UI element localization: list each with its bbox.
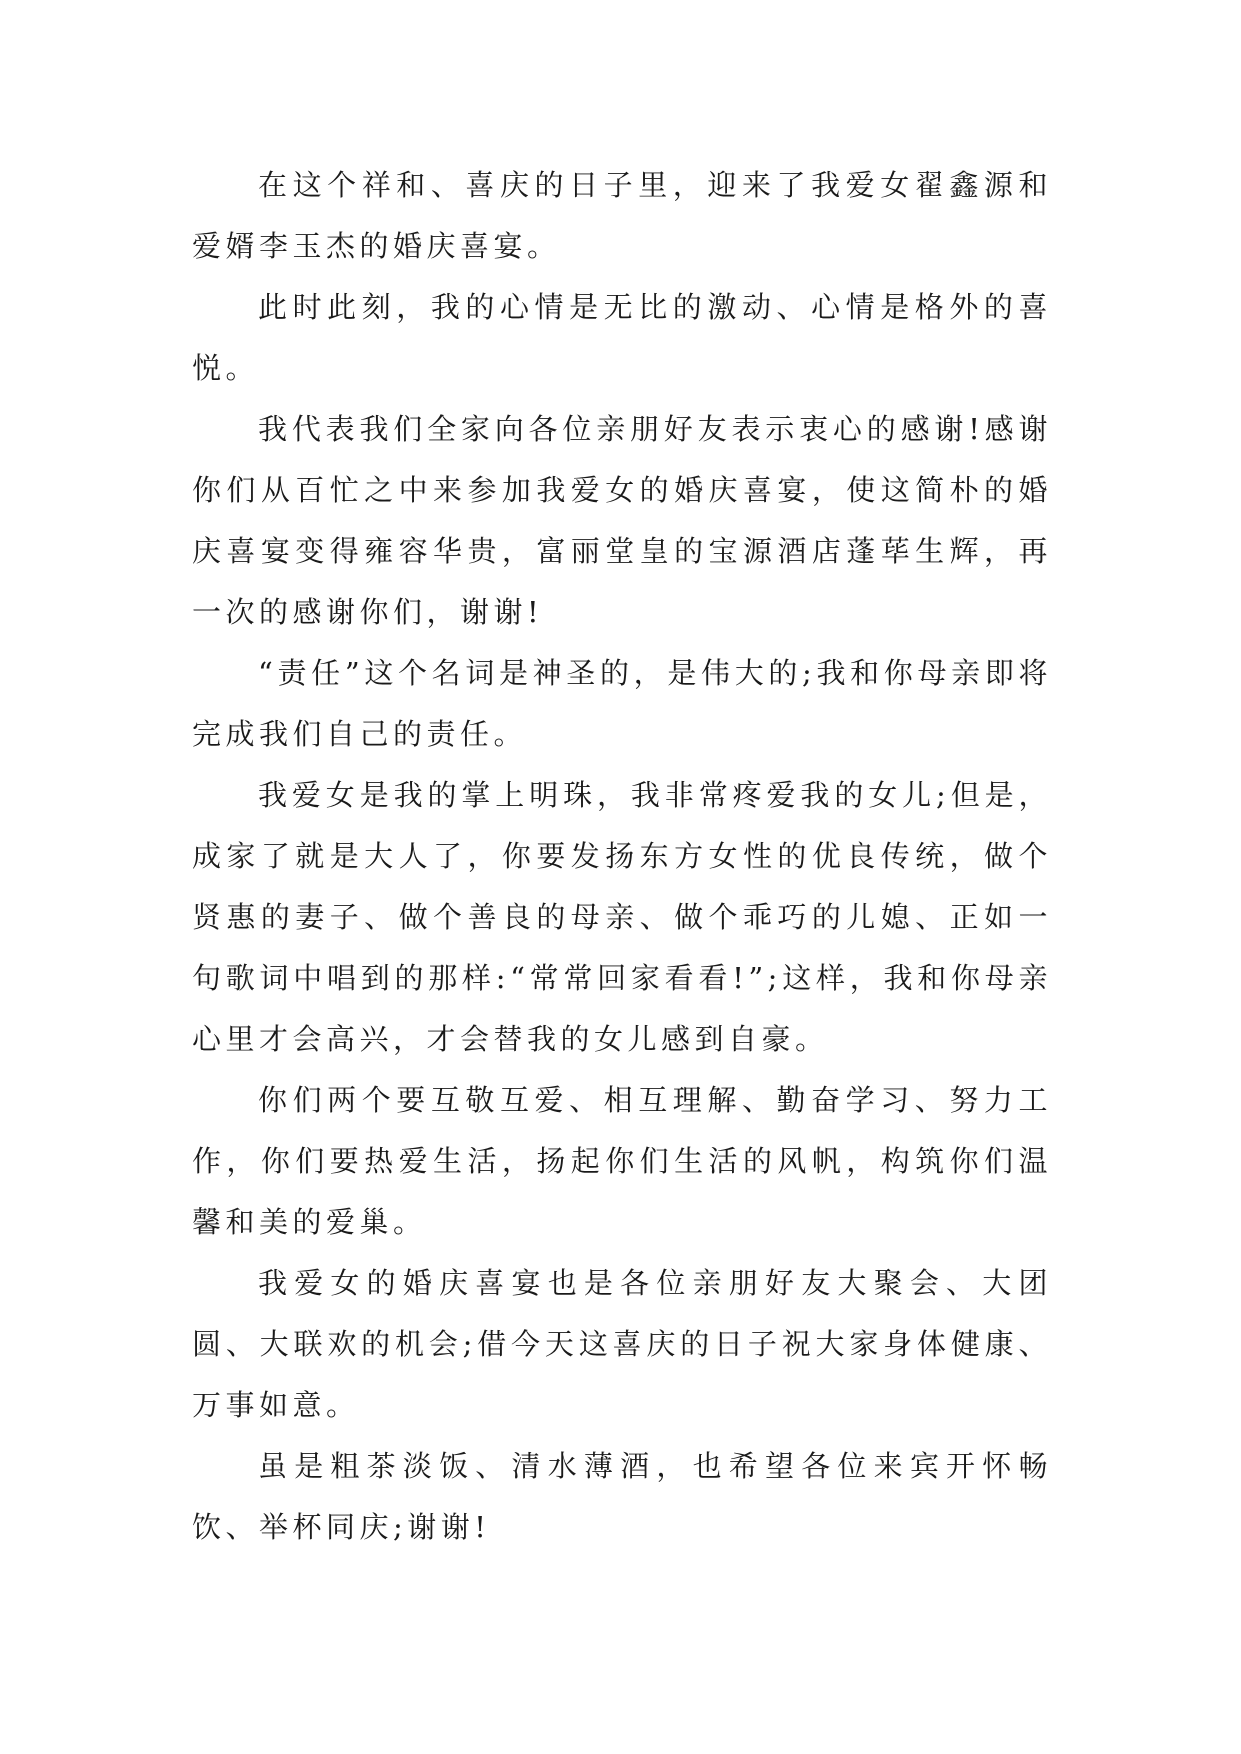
paragraph-3: 我代表我们全家向各位亲朋好友表示衷心的感谢!感谢你们从百忙之中来参加我爱女的婚庆喜宴，使这简朴的婚庆喜宴变得雍容华贵，富丽堂皇的宝源酒店蓬荜生辉，再一次的感谢你们，谢谢! [192, 412, 1052, 629]
document-body [192, 155, 1052, 1558]
paragraph-6: 你们两个要互敬互爱、相互理解、勤奋学习、努力工作，你们要热爱生活，扬起你们生活的风帆，构筑你们温馨和美的爱巢。 [192, 1083, 1052, 1239]
paragraph-8: 虽是粗茶淡饭、清水薄酒，也希望各位来宾开怀畅饮、举杯同庆;谢谢! [192, 1449, 1052, 1544]
paragraph-1: 在这个祥和、喜庆的日子里，迎来了我爱女翟鑫源和爱婿李玉杰的婚庆喜宴。 [192, 168, 1052, 263]
paragraph-7: 我爱女的婚庆喜宴也是各位亲朋好友大聚会、大团圆、大联欢的机会;借今天这喜庆的日子祝大家身体健康、万事如意。 [192, 1266, 1052, 1422]
paragraph-4: “责任”这个名词是神圣的，是伟大的;我和你母亲即将完成我们自己的责任。 [192, 656, 1052, 751]
paragraph-2: 此时此刻，我的心情是无比的激动、心情是格外的喜悦。 [192, 290, 1052, 385]
paragraph-5: 我爱女是我的掌上明珠，我非常疼爱我的女儿;但是，成家了就是大人了，你要发扬东方女性的优良传统，做个贤惠的妻子、做个善良的母亲、做个乖巧的儿媳、正如一句歌词中唱到的那样:“常常回家看看!”;这样，我和你母亲心里才会高兴，才会替我的女儿感到自豪。 [192, 778, 1052, 1056]
